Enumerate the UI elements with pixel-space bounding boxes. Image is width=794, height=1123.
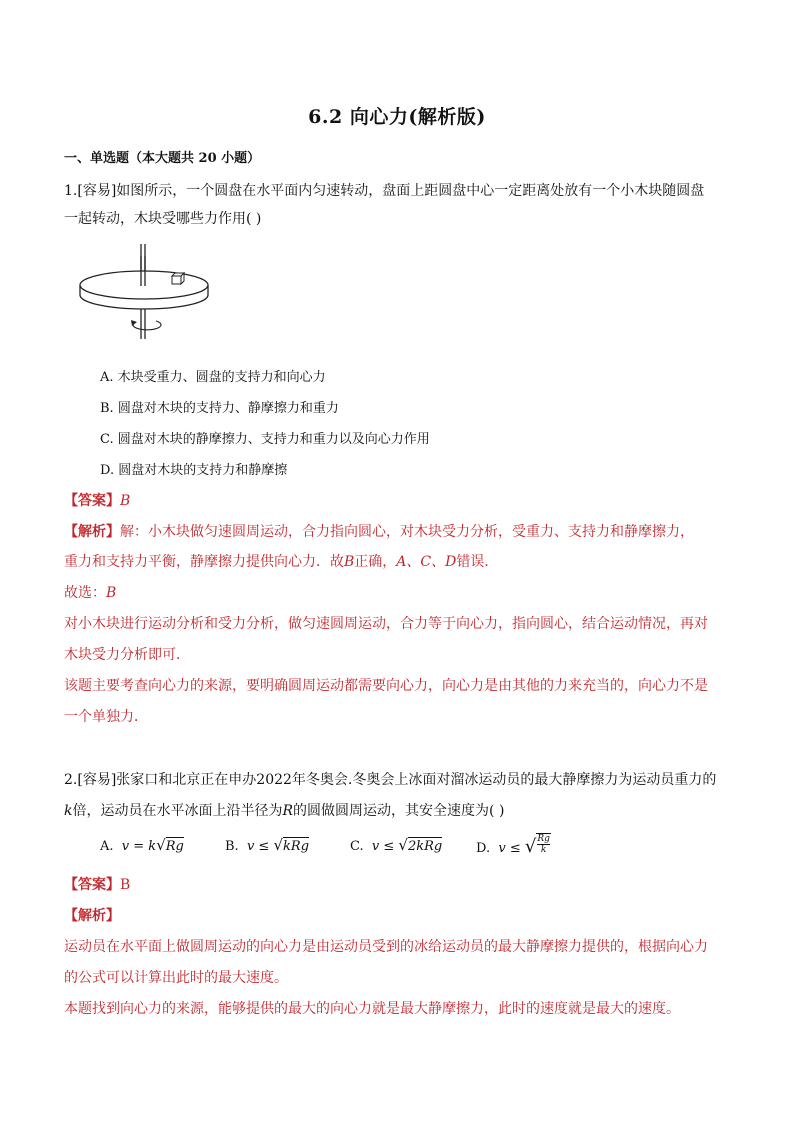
q2-option-a-lhs: v = k [121, 839, 157, 854]
q2-option-a-letter: A. [100, 839, 114, 854]
q2-analysis-label: 【解析】 [64, 908, 120, 924]
q1-analysis-label: 【解析】 [64, 524, 120, 540]
q1-stem-line2: 一起转动，木块受哪些力作用( ) [64, 211, 262, 227]
q1-analysis-text2c: 正确， [354, 554, 397, 570]
q2-stem-line1: 2.[容易]张家口和北京正在申办2022年冬奥会.冬奥会上冰面对溜冰运动员的最大静摩擦力为运动员重力的 [64, 772, 717, 788]
q1-analysis-text2a: 重力和支持力平衡，静摩擦力提供向心力．故 [64, 554, 344, 570]
q1-note-line1: 对小木块进行运动分析和受力分析，做匀速圆周运动，合力等于向心力，指向圆心，结合运动情况，再对 [64, 616, 708, 632]
q2-stem-text-b: 的圆做圆周运动，其安全速度为( ) [293, 803, 505, 819]
q1-answer [64, 490, 130, 510]
rotating-disk-figure [74, 242, 224, 342]
q1-answer-label: 【答案】 [64, 493, 120, 509]
page-title: 6.2 向心力(解析版) [308, 106, 486, 128]
q2-option-d-lhs: v ≤ [498, 841, 525, 856]
q2-analysis-line3: 本题找到向心力的来源，能够提供的最大的向心力就是最大静摩擦力，此时的速度就是最大的速度。 [64, 1001, 680, 1017]
q1-analysis-text2b: B [344, 554, 355, 570]
q2-analysis-heading [64, 905, 120, 925]
q1-note-line3: 该题主要考查向心力的来源，要明确圆周运动都需要向心力，向心力是由其他的力来充当的，向心力不是 [64, 678, 708, 694]
q2-option-a: A. v = k√Rg [100, 836, 184, 854]
q2-option-a-rad: Rg [165, 839, 184, 854]
q2-option-b-letter: B. [225, 839, 239, 854]
q2-stem-k: k [64, 803, 73, 819]
q2-stem-R: R [282, 803, 294, 819]
q2-option-d-letter: D. [476, 841, 491, 856]
q1-note-line2: 木块受力分析即可． [64, 647, 190, 663]
wood-block [172, 273, 184, 284]
q1-choose-value: B [106, 585, 117, 601]
q2-option-d: D. v ≤ √ $\frac{Rg}{k}$ [476, 833, 550, 857]
q2-option-c-rad: 2kRg [407, 839, 443, 854]
q1-choose [64, 582, 116, 602]
section-heading: 一、单选题（本大题共 20 小题） [64, 151, 261, 166]
q2-option-c-letter: C. [350, 839, 364, 854]
q1-option-a: A. 木块受重力、圆盘的支持力和向心力 [100, 370, 326, 385]
q2-option-d-fraction [536, 833, 551, 855]
q2-option-b-lhs: v ≤ [246, 839, 274, 854]
q2-analysis-line2: 的公式可以计算出此时的最大速度。 [64, 970, 288, 986]
q2-option-c: C. v ≤ √2kRg [350, 836, 443, 854]
q1-analysis-text2e: 错误． [456, 554, 499, 570]
q2-answer-label: 【答案】 [64, 877, 120, 893]
q1-choose-label: 故选： [64, 585, 106, 601]
q2-option-b: B. v ≤ √kRg [225, 836, 310, 854]
q1-analysis-line1 [64, 521, 694, 541]
q1-option-d: D. 圆盘对木块的支持力和静摩擦 [100, 463, 288, 478]
q1-option-b: B. 圆盘对木块的支持力、静摩擦力和重力 [100, 401, 339, 416]
rotation-arrow-icon [133, 321, 161, 330]
q2-answer-value: B [120, 877, 131, 893]
q1-option-c: C. 圆盘对木块的静摩擦力、支持力和重力以及向心力作用 [100, 432, 430, 447]
q1-analysis-text1: 解：小木块做匀速圆周运动，合力指向圆心，对木块受力分析，受重力、支持力和静摩擦力， [120, 524, 694, 540]
q2-option-c-lhs: v ≤ [371, 839, 399, 854]
q1-analysis-text2d: A、C、D [396, 554, 457, 570]
q2-option-d-den: k [540, 844, 547, 855]
q1-stem-line1: 1.[容易]如图所示，一个圆盘在水平面内匀速转动，盘面上距圆盘中心一定距离处放有一个小木块随圆盘 [64, 183, 705, 199]
q1-answer-value: B [120, 493, 131, 509]
q2-option-b-rad: kRg [283, 839, 310, 854]
q2-analysis-line1: 运动员在水平面上做圆周运动的向心力是由运动员受到的冰给运动员的最大静摩擦力提供的，根据向心力 [64, 939, 708, 955]
q2-answer [64, 874, 130, 894]
q2-stem-line2 [64, 800, 504, 820]
q1-note-line4: 一个单独力． [64, 709, 148, 725]
q1-analysis-line2 [64, 551, 498, 571]
q2-option-d-num: Rg [537, 833, 550, 844]
disk-top [80, 271, 208, 299]
q2-stem-text-a: 倍，运动员在水平冰面上沿半径为 [72, 803, 283, 819]
